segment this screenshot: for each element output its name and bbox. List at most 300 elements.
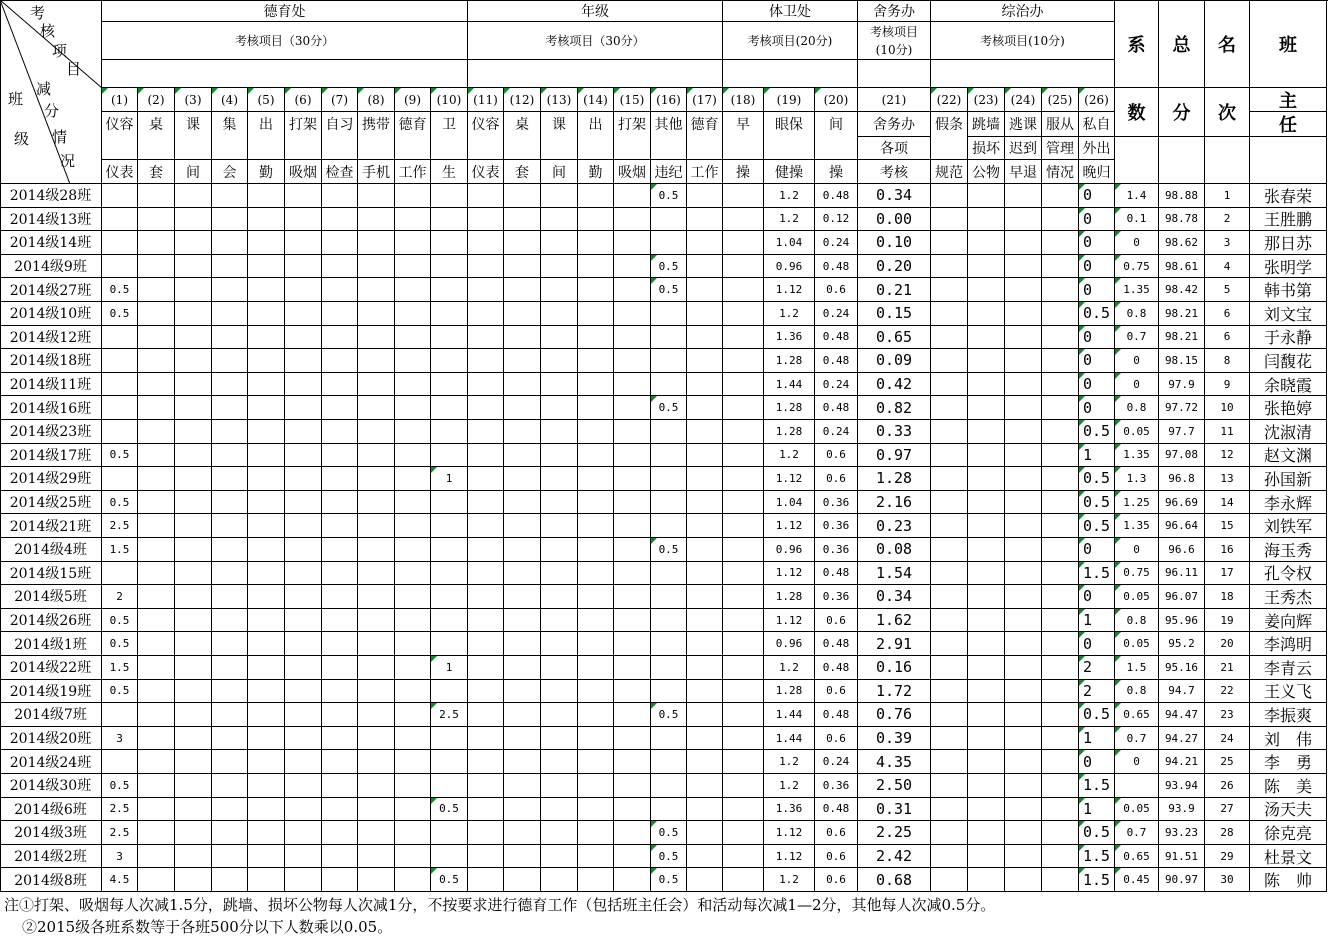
score-cell (212, 302, 248, 326)
score-cell (504, 184, 541, 208)
score-cell (431, 255, 468, 279)
column-label: 公物 (968, 160, 1005, 184)
score-cell (968, 349, 1005, 373)
class-name: 2014级1班 (0, 632, 102, 656)
column-label: 集 (212, 112, 248, 160)
class-name: 2014级27班 (0, 278, 102, 302)
score-cell (723, 231, 764, 255)
score-cell (541, 302, 578, 326)
score-cell (614, 562, 651, 586)
corner-label: 减 (36, 80, 52, 98)
score-cell (322, 326, 358, 350)
score-cell (578, 538, 614, 562)
score-cell (1042, 184, 1079, 208)
score-cell (431, 231, 468, 255)
score-cell (1005, 514, 1042, 538)
score-cell (723, 302, 764, 326)
score-cell (651, 632, 687, 656)
score-cell (358, 326, 395, 350)
score-cell (968, 585, 1005, 609)
class-name: 2014级16班 (0, 396, 102, 420)
score-cell (504, 562, 541, 586)
score-cell (395, 302, 431, 326)
score-cell (1042, 373, 1079, 397)
score-cell (723, 868, 764, 892)
column-label: 跳墙 (968, 112, 1005, 137)
score-cell: 0.5 (651, 538, 687, 562)
score-cell (687, 727, 723, 751)
rank-cell: 3 (1205, 231, 1250, 255)
score-cell (504, 514, 541, 538)
class-name: 2014级22班 (0, 656, 102, 680)
score-cell (578, 514, 614, 538)
class-name: 2014级24班 (0, 750, 102, 774)
score-cell (431, 444, 468, 468)
score-cell (504, 420, 541, 444)
score-cell: 0.36 (815, 514, 858, 538)
score-cell (285, 444, 322, 468)
score-cell (138, 231, 175, 255)
score-cell (687, 255, 723, 279)
score-cell (358, 562, 395, 586)
column-number: (19) (764, 88, 815, 112)
score-cell: 0.5 (102, 444, 138, 468)
score-cell (504, 326, 541, 350)
score-cell: 0.48 (815, 703, 858, 727)
score-cell (468, 727, 504, 751)
score-cell (395, 750, 431, 774)
score-cell: 0.31 (858, 798, 931, 822)
score-cell: 0.5 (651, 278, 687, 302)
score-cell: 0.6 (815, 845, 858, 869)
score-cell (723, 467, 764, 491)
rank-cell: 16 (1205, 538, 1250, 562)
score-cell (1005, 491, 1042, 515)
class-name: 2014级18班 (0, 349, 102, 373)
score-cell (285, 680, 322, 704)
column-label: 检查 (322, 160, 358, 184)
score-cell (931, 302, 968, 326)
score-cell: 0 (1079, 231, 1115, 255)
column-label: 携带 (358, 112, 395, 160)
score-cell: 0 (1079, 208, 1115, 232)
teacher-cell: 刘铁军 (1250, 514, 1327, 538)
score-cell (322, 609, 358, 633)
score-cell: 0 (1079, 349, 1115, 373)
score-cell (968, 562, 1005, 586)
column-label: 生 (431, 160, 468, 184)
score-cell (1005, 208, 1042, 232)
teacher-cell: 王义飞 (1250, 680, 1327, 704)
dept-name: 年级 (468, 0, 723, 22)
score-cell (723, 184, 764, 208)
score-cell (175, 420, 212, 444)
score-cell (504, 491, 541, 515)
score-cell: 1.44 (764, 373, 815, 397)
score-cell (322, 680, 358, 704)
total-score-cell: 93.94 (1159, 774, 1205, 798)
column-label: 早 (723, 112, 764, 160)
score-cell (504, 798, 541, 822)
coefficient-cell: 0.8 (1115, 396, 1159, 420)
column-label: 工作 (395, 160, 431, 184)
score-cell (175, 845, 212, 869)
score-cell (138, 632, 175, 656)
blank-cell (858, 60, 931, 88)
score-cell (541, 349, 578, 373)
score-cell (431, 208, 468, 232)
teacher-cell: 杜景文 (1250, 845, 1327, 869)
class-name: 2014级17班 (0, 444, 102, 468)
score-cell (138, 208, 175, 232)
score-cell (541, 562, 578, 586)
score-cell (138, 727, 175, 751)
score-cell (931, 868, 968, 892)
score-cell (395, 396, 431, 420)
score-cell (322, 562, 358, 586)
score-cell (931, 538, 968, 562)
score-cell (138, 278, 175, 302)
score-cell (1042, 208, 1079, 232)
score-cell (614, 609, 651, 633)
score-cell (1042, 396, 1079, 420)
score-cell (651, 798, 687, 822)
score-cell (358, 420, 395, 444)
teacher-cell: 李鸿明 (1250, 632, 1327, 656)
coefficient-cell: 0.05 (1115, 632, 1159, 656)
score-cell (248, 302, 285, 326)
rank-cell: 11 (1205, 420, 1250, 444)
corner-label: 班 (8, 90, 24, 108)
score-cell: 0.15 (858, 302, 931, 326)
score-cell (504, 750, 541, 774)
score-cell (322, 302, 358, 326)
score-cell (541, 184, 578, 208)
score-cell (504, 349, 541, 373)
score-cell (968, 727, 1005, 751)
score-cell (1005, 349, 1042, 373)
score-cell (212, 467, 248, 491)
score-cell (968, 302, 1005, 326)
score-cell (212, 444, 248, 468)
score-cell (138, 514, 175, 538)
score-cell (212, 703, 248, 727)
column-number: (5) (248, 88, 285, 112)
column-number: (13) (541, 88, 578, 112)
total-score-cell: 98.88 (1159, 184, 1205, 208)
score-cell (322, 396, 358, 420)
total-score-cell: 96.64 (1159, 514, 1205, 538)
total-score-cell: 98.42 (1159, 278, 1205, 302)
score-cell (541, 514, 578, 538)
column-label: 勤 (578, 160, 614, 184)
dept-name: 体卫处 (723, 0, 858, 22)
class-name: 2014级23班 (0, 420, 102, 444)
score-cell: 1.12 (764, 467, 815, 491)
score-cell (578, 798, 614, 822)
score-cell (723, 538, 764, 562)
score-cell (468, 609, 504, 633)
right-header: 分 (1159, 88, 1205, 137)
score-cell: 1.04 (764, 491, 815, 515)
score-cell (248, 632, 285, 656)
score-cell: 0.96 (764, 538, 815, 562)
column-number: (1) (102, 88, 138, 112)
score-cell (578, 373, 614, 397)
class-name: 2014级21班 (0, 514, 102, 538)
score-cell (175, 585, 212, 609)
score-cell (651, 326, 687, 350)
score-cell (504, 208, 541, 232)
score-cell (651, 562, 687, 586)
column-number: (21) (858, 88, 931, 112)
score-cell (431, 302, 468, 326)
score-cell (1042, 538, 1079, 562)
score-cell (931, 444, 968, 468)
rank-cell: 28 (1205, 821, 1250, 845)
score-cell (138, 821, 175, 845)
rank-cell: 26 (1205, 774, 1250, 798)
coefficient-cell: 0 (1115, 538, 1159, 562)
rank-cell: 1 (1205, 184, 1250, 208)
column-label: 管理 (1042, 137, 1079, 160)
score-cell (723, 373, 764, 397)
score-cell (248, 798, 285, 822)
score-cell (212, 349, 248, 373)
score-cell (285, 514, 322, 538)
score-cell (358, 750, 395, 774)
score-cell: 0.33 (858, 420, 931, 444)
total-score-cell: 98.15 (1159, 349, 1205, 373)
score-cell (431, 680, 468, 704)
score-cell (212, 396, 248, 420)
score-cell (968, 208, 1005, 232)
column-label: 德育 (395, 112, 431, 160)
score-cell (968, 373, 1005, 397)
score-cell (931, 420, 968, 444)
class-name: 2014级13班 (0, 208, 102, 232)
score-cell (138, 868, 175, 892)
score-cell (931, 349, 968, 373)
score-cell: 1 (1079, 727, 1115, 751)
score-cell (431, 821, 468, 845)
score-cell (285, 278, 322, 302)
score-cell (614, 349, 651, 373)
score-cell (1005, 774, 1042, 798)
score-cell (138, 609, 175, 633)
score-cell (358, 231, 395, 255)
score-cell: 0.5 (102, 302, 138, 326)
total-score-cell: 96.6 (1159, 538, 1205, 562)
score-cell (431, 562, 468, 586)
score-cell: 0.5 (1079, 514, 1115, 538)
score-cell (175, 703, 212, 727)
score-cell (212, 632, 248, 656)
score-cell (322, 444, 358, 468)
score-cell: 0 (1079, 373, 1115, 397)
class-name: 2014级12班 (0, 326, 102, 350)
column-number: (16) (651, 88, 687, 112)
score-cell (358, 396, 395, 420)
score-cell (578, 467, 614, 491)
score-cell (431, 420, 468, 444)
score-cell (175, 208, 212, 232)
total-score-cell: 94.27 (1159, 727, 1205, 751)
corner-label: 情 (52, 128, 68, 146)
score-cell (651, 302, 687, 326)
score-cell: 0.6 (815, 278, 858, 302)
score-cell (614, 632, 651, 656)
score-cell (431, 585, 468, 609)
teacher-cell: 张艳婷 (1250, 396, 1327, 420)
total-score-cell: 93.23 (1159, 821, 1205, 845)
blank-cell (931, 60, 1115, 88)
score-cell (285, 538, 322, 562)
score-cell (212, 845, 248, 869)
score-cell: 1.5 (1079, 774, 1115, 798)
score-cell: 2.50 (858, 774, 931, 798)
teacher-cell: 张春荣 (1250, 184, 1327, 208)
score-cell (578, 562, 614, 586)
score-cell (468, 774, 504, 798)
score-cell (614, 703, 651, 727)
score-cell (468, 821, 504, 845)
score-cell (578, 703, 614, 727)
right-header: 数 (1115, 88, 1159, 137)
teacher-cell: 闫馥花 (1250, 349, 1327, 373)
score-cell (541, 208, 578, 232)
score-cell (578, 845, 614, 869)
class-name: 2014级6班 (0, 798, 102, 822)
teacher-cell: 孙国新 (1250, 467, 1327, 491)
score-cell (431, 349, 468, 373)
score-cell (468, 680, 504, 704)
score-cell (395, 373, 431, 397)
teacher-cell: 张明学 (1250, 255, 1327, 279)
score-cell (212, 585, 248, 609)
class-name: 2014级5班 (0, 585, 102, 609)
score-cell: 1.28 (764, 420, 815, 444)
column-label: 眼保 (764, 112, 815, 160)
score-cell (431, 326, 468, 350)
score-cell: 2.42 (858, 845, 931, 869)
score-cell (578, 349, 614, 373)
column-label: 其他 (651, 112, 687, 160)
score-cell (723, 750, 764, 774)
score-cell (968, 609, 1005, 633)
class-name: 2014级3班 (0, 821, 102, 845)
score-cell (1005, 326, 1042, 350)
score-cell (651, 208, 687, 232)
column-label: 操 (815, 160, 858, 184)
score-cell (687, 868, 723, 892)
score-cell (504, 656, 541, 680)
score-cell (931, 680, 968, 704)
score-cell: 0.48 (815, 396, 858, 420)
column-label: 晚归 (1079, 160, 1115, 184)
score-cell (1005, 750, 1042, 774)
dept-name: 舍务办 (858, 0, 931, 22)
column-label: 卫 (431, 112, 468, 160)
score-cell (175, 349, 212, 373)
score-cell (1042, 868, 1079, 892)
score-cell (285, 373, 322, 397)
total-score-cell: 96.69 (1159, 491, 1205, 515)
score-cell: 0.6 (815, 467, 858, 491)
score-cell (138, 302, 175, 326)
column-label: 仪表 (102, 160, 138, 184)
score-cell: 0.48 (815, 562, 858, 586)
teacher-cell: 于永静 (1250, 326, 1327, 350)
score-cell (322, 208, 358, 232)
score-cell: 0.5 (651, 821, 687, 845)
coefficient-cell: 0.05 (1115, 585, 1159, 609)
score-cell (175, 231, 212, 255)
score-cell (1005, 467, 1042, 491)
dept-subtitle: 考核项目 (10分) (858, 22, 931, 60)
score-cell (578, 278, 614, 302)
score-cell (541, 680, 578, 704)
score-cell (468, 231, 504, 255)
score-cell (395, 821, 431, 845)
score-cell (687, 632, 723, 656)
score-cell (1005, 231, 1042, 255)
score-cell (541, 396, 578, 420)
score-cell (504, 632, 541, 656)
score-cell (723, 585, 764, 609)
column-number: (24) (1005, 88, 1042, 112)
score-cell (687, 208, 723, 232)
score-cell: 1.2 (764, 444, 815, 468)
score-cell (504, 396, 541, 420)
score-cell (138, 585, 175, 609)
column-number: (26) (1079, 88, 1115, 112)
score-cell (248, 349, 285, 373)
score-cell: 0.21 (858, 278, 931, 302)
teacher-cell: 徐克亮 (1250, 821, 1327, 845)
score-cell (358, 656, 395, 680)
score-cell (322, 420, 358, 444)
score-cell (468, 373, 504, 397)
score-cell: 0.48 (815, 656, 858, 680)
score-cell (614, 538, 651, 562)
score-cell (614, 420, 651, 444)
coefficient-cell: 0 (1115, 750, 1159, 774)
score-cell (931, 467, 968, 491)
column-label: 会 (212, 160, 248, 184)
score-cell (651, 727, 687, 751)
score-cell (468, 278, 504, 302)
score-cell (212, 868, 248, 892)
score-cell (138, 373, 175, 397)
score-cell: 1.12 (764, 845, 815, 869)
score-cell (468, 184, 504, 208)
column-number: (4) (212, 88, 248, 112)
score-cell (687, 444, 723, 468)
score-cell (614, 798, 651, 822)
blank-cell (1205, 137, 1250, 184)
score-cell (687, 514, 723, 538)
score-cell: 2 (1079, 680, 1115, 704)
score-cell (968, 444, 1005, 468)
score-cell (541, 255, 578, 279)
dept-subtitle: 考核项目(10分) (931, 22, 1115, 60)
score-cell (541, 821, 578, 845)
teacher-cell: 汤天夫 (1250, 798, 1327, 822)
score-cell (248, 868, 285, 892)
score-cell (175, 750, 212, 774)
column-label: 课 (175, 112, 212, 160)
